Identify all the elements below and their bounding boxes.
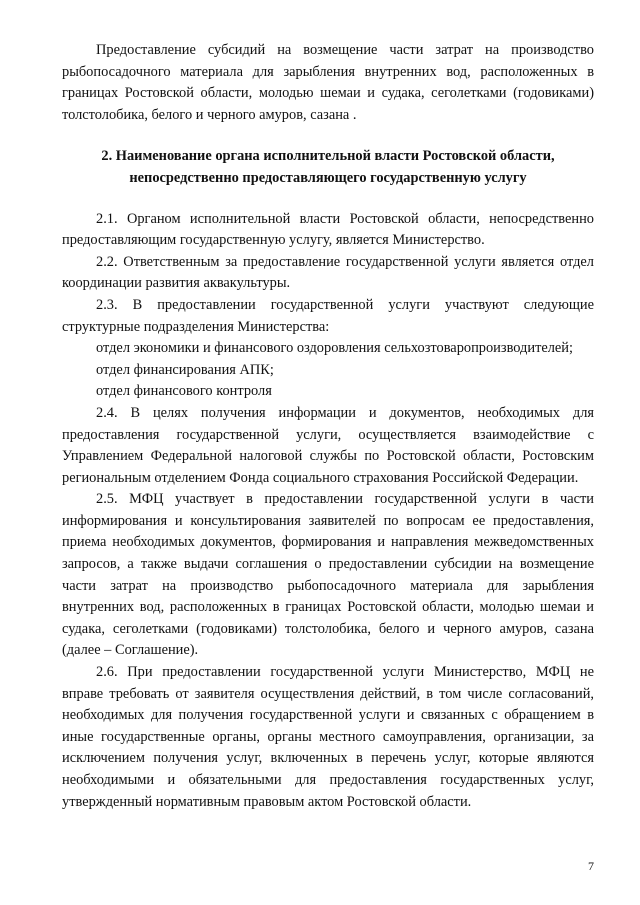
section-heading-line-1: 2. Наименование органа исполнительной власти Ростовской области, — [101, 148, 555, 165]
paragraph-2-6: 2.6. При предоставлении государственной услуги Министерство, МФЦ не вправе требовать от заявителя осуществления действий, в том числе согласований, необходимых для получения государственной услуги и связанных с обращением в иные государственные органы, органы местного самоуправления, организации, за исключением получения услуг, включенных в перечень услуг, которые являются необходимыми и обязательными для предоставления государственных услуг, утвержденный нормативным правовым актом Ростовской области. — [62, 664, 594, 810]
list-item-department-financing: отдел финансирования АПК; — [96, 361, 274, 378]
list-item-department-economics: отдел экономики и финансового оздоровления сельхозтоваропроизводителей; — [96, 340, 574, 357]
page-number: 7 — [588, 859, 594, 873]
paragraph-2-2: 2.2. Ответственным за предоставление государственной услуги является отдел координации развития аквакультуры. — [62, 253, 594, 292]
paragraph-2-1: 2.1. Органом исполнительной власти Ростовской области, непосредственно предоставляющим государственную услугу, является Министерство. — [62, 210, 594, 249]
section-heading — [62, 146, 594, 189]
paragraph-2-4: 2.4. В целях получения информации и документов, необходимых для предоставления государственной услуги, осуществляется взаимодействие с Управлением Федеральной налоговой службы по Ростовской области, Ростовским региональным отделением Фонда социального страхования Российской Федерации. — [62, 404, 594, 486]
paragraph-2-3: 2.3. В предоставлении государственной услуги участвуют следующие структурные подразделения Министерства: — [62, 296, 594, 335]
section-heading-line-2: непосредственно предоставляющего государственную услугу — [129, 169, 527, 186]
document-page — [62, 40, 594, 813]
paragraph-2-5: 2.5. МФЦ участвует в предоставлении государственной услуги в части информирования и консультирования заявителей по вопросам ее предоставления, приема необходимых документов, формирования и направления межведомственных запросов, а также выдачи соглашения о предоставлении субсидии на возмещение части затрат на производство рыбопосадочного материала для зарыбления внутренних вод, расположенных в границах Ростовской области, молодью шемаи и судака, сеголетками (годовиками) толстолобика, белого и черного амуров, сазана (далее – Соглашение). — [62, 491, 594, 659]
intro-paragraph: Предоставление субсидий на возмещение части затрат на производство рыбопосадочного материала для зарыбления внутренних вод, расположенных в границах Ростовской области, молодью шемаи и судака, сеголетками (годовиками) толстолобика, белого и черного амуров, сазана . — [62, 42, 594, 123]
list-item-department-control: отдел финансового контроля — [96, 383, 272, 400]
